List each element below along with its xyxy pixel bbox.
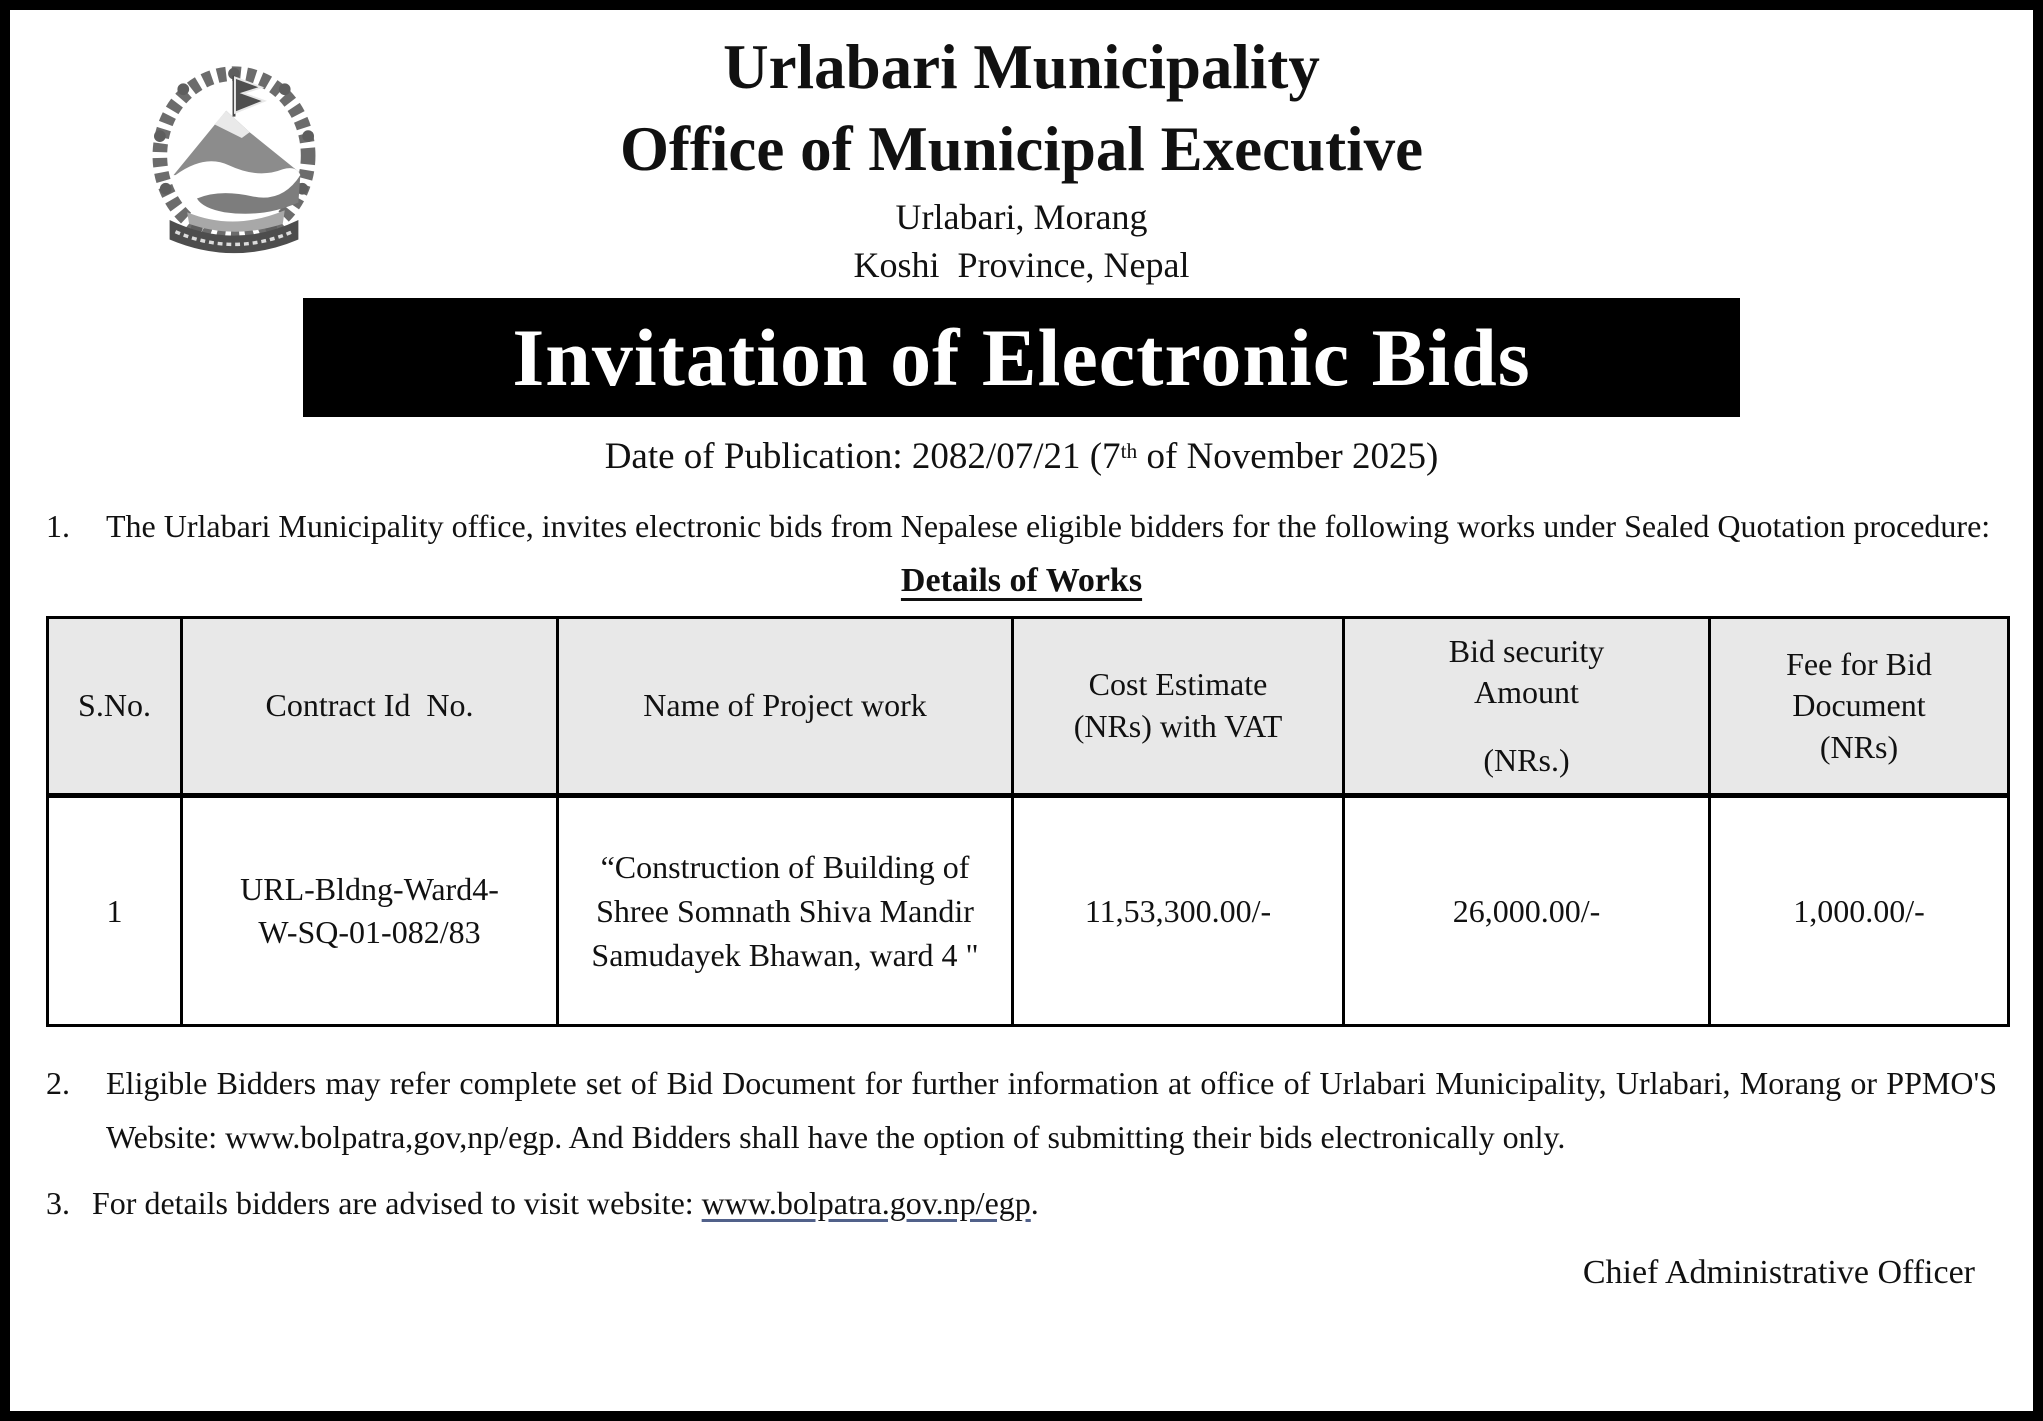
item-3-suffix: .	[1030, 1184, 1039, 1221]
cell-cost-estimate: 11,53,300.00/-	[1013, 796, 1344, 1026]
works-table-data-row	[48, 796, 2009, 1026]
document-header	[46, 34, 1997, 286]
header-cost-estimate-line2: (NRs) with VAT	[1073, 708, 1283, 745]
paragraph-item-2	[46, 1057, 1997, 1165]
cell-bid-fee: 1,000.00/-	[1710, 796, 2009, 1026]
item-1-text: The Urlabari Municipality office, invites electronic bids from Nepalese eligible bidders for the following works under Sealed Quotation procedure:	[106, 508, 1991, 545]
works-table	[46, 616, 2010, 1027]
item-3-prefix: For details bidders are advised to visit website:	[92, 1184, 702, 1221]
header-bid-fee-line2: Document	[1792, 687, 1926, 724]
invitation-banner	[303, 298, 1740, 417]
item-2-number: 2.	[46, 1065, 70, 1102]
details-of-works-heading: Details of Works	[900, 562, 1143, 600]
header-bid-security-line2: Amount	[1474, 674, 1579, 711]
header-cost-estimate-line1: Cost Estimate	[1088, 666, 1268, 703]
cell-sno: 1	[48, 796, 182, 1026]
cell-contract-id	[182, 796, 558, 1026]
header-sno	[48, 618, 182, 796]
header-bid-fee	[1710, 618, 2009, 796]
header-project-name	[558, 618, 1013, 796]
address-line-2: Koshi Province, Nepal	[853, 245, 1190, 286]
item-3-text	[92, 1177, 1997, 1231]
header-project-name-text: Name of Project work	[643, 687, 927, 724]
works-table-header-row	[48, 618, 2009, 796]
header-cost-estimate	[1013, 618, 1344, 796]
publication-date	[46, 435, 1997, 478]
office-subtitle: Office of Municipal Executive	[619, 114, 1424, 185]
signature-title: Chief Administrative Officer	[1582, 1254, 1975, 1292]
header-contract-id-text: Contract Id No.	[265, 687, 474, 724]
invitation-banner-title: Invitation of Electronic Bids	[512, 311, 1531, 403]
header-sno-text: S.No.	[78, 687, 151, 724]
paragraph-item-1	[46, 500, 1997, 554]
item-3-number: 3.	[46, 1184, 70, 1221]
header-bid-security	[1344, 618, 1710, 796]
municipality-title: Urlabari Municipality	[723, 32, 1320, 102]
publication-date-ordinal: th	[1120, 438, 1138, 463]
cell-bid-security: 26,000.00/-	[1344, 796, 1710, 1026]
publication-date-prefix: Date of Publication: 2082/07/21 (7	[604, 436, 1121, 478]
publication-date-suffix: of November 2025)	[1137, 436, 1439, 478]
header-bid-security-line1: Bid security	[1448, 632, 1605, 669]
header-bid-fee-line1: Fee for Bid	[1786, 645, 1932, 682]
address-line-1: Urlabari, Morang	[895, 197, 1148, 238]
contract-id-line2: W-SQ-01-082/83	[258, 914, 481, 951]
item-2-text: Eligible Bidders may refer complete set of Bid Document for further information at office of Urlabari Municipality, Urlabari, Morang or PPMO'S Website: www.bolpatra,gov,np/egp. And Bidders shall have the option of submitting their bids electronically only.	[106, 1065, 1997, 1155]
header-bid-fee-line3: (NRs)	[1819, 728, 1899, 765]
item-1-number: 1.	[46, 508, 70, 545]
nepal-emblem-graphic	[136, 60, 332, 260]
contract-id-line1: URL-Bldng-Ward4-	[240, 870, 499, 907]
cell-project-name: “Construction of Building of Shree Somnath Shiva Mandir Samudayek Bhawan, ward 4 "	[558, 796, 1013, 1026]
header-contract-id	[182, 618, 558, 796]
nepal-emblem-logo	[136, 60, 332, 260]
bolpatra-website-link[interactable]: www.bolpatra.gov.np/egp	[701, 1184, 1031, 1221]
paragraph-item-3	[46, 1177, 1997, 1231]
header-bid-security-line3: (NRs.)	[1483, 741, 1570, 778]
